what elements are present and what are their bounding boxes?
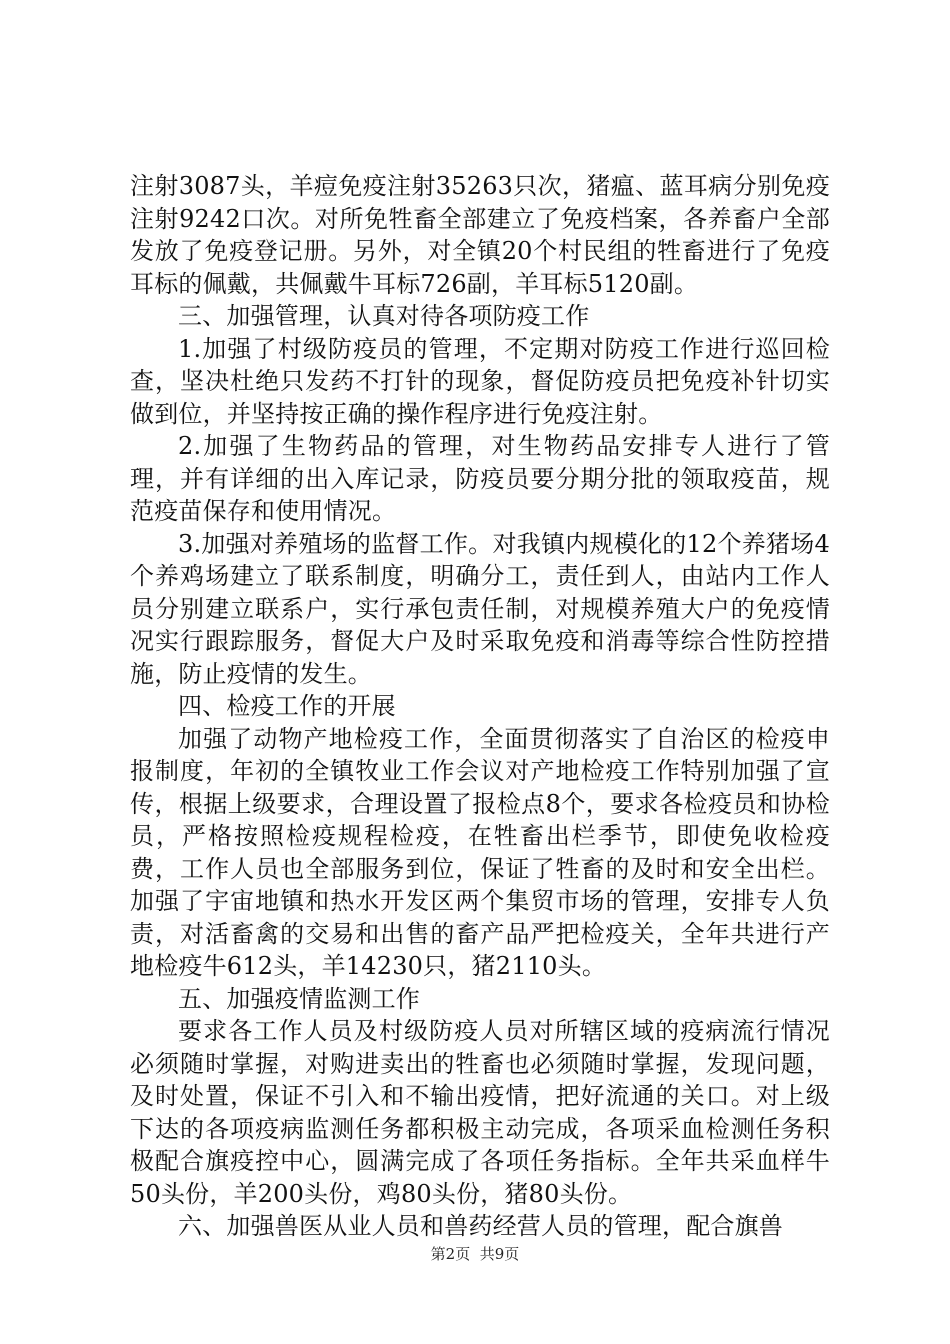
document-body — [130, 170, 830, 1243]
paragraph-item-1: 1.加强了村级防疫员的管理，不定期对防疫工作进行巡回检查，坚决杜绝只发药不打针的现象，督促防疫员把免疫补针切实做到位，并坚持按正确的操作程序进行免疫注射。 — [130, 334, 830, 428]
page-footer — [0, 1244, 950, 1264]
page-total: 共9页 — [479, 1245, 520, 1263]
paragraph-item-3: 3.加强对养殖场的监督工作。对我镇内规模化的12个养猪场4个养鸡场建立了联系制度，明确分工，责任到人，由站内工作人员分别建立联系户，实行承包责任制，对规模养殖大户的免疫情况实行跟踪服务，督促大户及时采取免疫和消毒等综合性防控措施，防止疫情的发生。 — [130, 529, 830, 688]
paragraph-immunization-stats: 注射3087头，羊痘免疫注射35263只次，猪瘟、蓝耳病分别免疫注射9242口次。对所免牲畜全部建立了免疫档案，各养畜户全部发放了免疫登记册。另外，对全镇20个村民组的牲畜进行了免疫耳标的佩戴，共佩戴牛耳标726副，羊耳标5120副。 — [130, 172, 830, 298]
section-heading-3: 三、加强管理，认真对待各项防疫工作 — [178, 302, 590, 330]
page-number: 第2页 — [430, 1245, 471, 1263]
section-heading-6: 六、加强兽医从业人员和兽药经营人员的管理，配合旗兽 — [178, 1212, 783, 1240]
section-heading-5: 五、加强疫情监测工作 — [178, 984, 420, 1013]
paragraph-item-2: 2.加强了生物药品的管理，对生物药品安排专人进行了管理，并有详细的出入库记录，防疫员要分期分批的领取疫苗，规范疫苗保存和使用情况。 — [130, 432, 830, 525]
paragraph-quarantine: 加强了动物产地检疫工作，全面贯彻落实了自治区的检疫申报制度，年初的全镇牧业工作会议对产地检疫工作特别加强了宣传，根据上级要求，合理设置了报检点8个，要求各检疫员和协检员，严格按照检疫规程检疫，在牲畜出栏季节，即使免收检疫费，工作人员也全部服务到位，保证了牲畜的及时和安全出栏。加强了宇宙地镇和热水开发区两个集贸市场的管理，安排专人负责，对活畜禽的交易和出售的畜产品严把检疫关，全年共进行产地检疫牛612头，羊14230只，猪2110头。 — [130, 724, 830, 980]
section-heading-4: 四、检疫工作的开展 — [178, 692, 396, 720]
paragraph-monitoring: 要求各工作人员及村级防疫人员对所辖区域的疫病流行情况必须随时掌握，对购进卖出的牲畜也必须随时掌握，发现问题，及时处置，保证不引入和不输出疫情，把好流通的关口。对上级下达的各项疫病监测任务都积极主动完成，各项采血检测任务积极配合旗疫控中心，圆满完成了各项任务指标。全年共采血样牛50头份，羊200头份，鸡80头份，猪80头份。 — [130, 1017, 830, 1208]
